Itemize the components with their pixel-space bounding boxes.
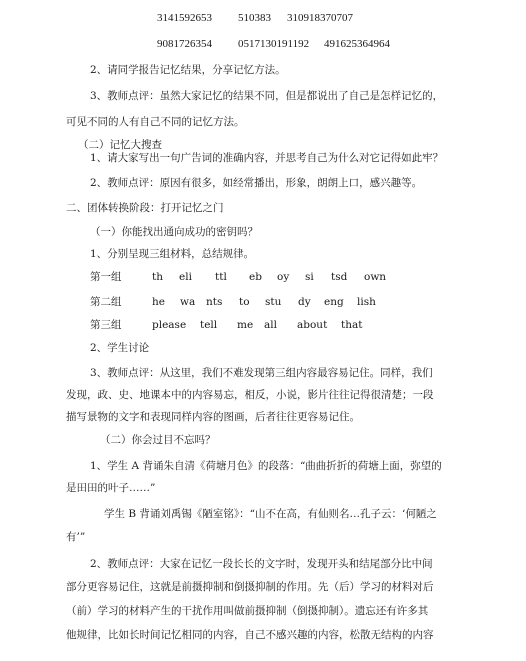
paragraph-teacher-comment-1b: 可见不同的人有自己不同的记忆方法。: [66, 116, 245, 128]
group-item: dy: [298, 296, 311, 308]
group-label: 第一组: [90, 271, 122, 283]
group-item: tell: [200, 319, 218, 331]
number-row-1: [0, 11, 520, 25]
group-item: eb: [249, 271, 262, 283]
group-item: eng: [324, 296, 344, 308]
paragraph-student-discussion: 2、学生讨论: [90, 342, 150, 354]
group-item: he: [152, 296, 165, 308]
group-item: own: [364, 271, 387, 283]
group-item: to: [239, 296, 250, 308]
paragraph-teacher-comment-3a: 3、教师点评：从这里，我们不难发现第三组内容最容易记住。同样，我们: [90, 367, 433, 379]
group-item: please: [152, 319, 187, 331]
heading-never-forget: （二）你会过目不忘吗？: [100, 434, 216, 446]
paragraph-teacher-comment-4c: （前）学习的材料产生的干扰作用叫做前摄抑制（倒摄抑制）。遗忘还有许多其: [66, 605, 429, 617]
heading-memory-search: （二）记忆大搜查: [78, 139, 162, 151]
paragraph-teacher-comment-4d: 他规律，比如长时间记忆相同的内容，自己不感兴趣的内容，松散无结构的内容: [66, 629, 434, 641]
number-2-1: 9081726354: [157, 38, 212, 50]
paragraph-teacher-comment-4a: 2、教师点评：大家在记忆一段长长的文字时，发现开头和结尾部分比中间: [90, 558, 433, 570]
group-item: ttl: [215, 271, 227, 283]
paragraph-teacher-comment-3c: 描写景物的文字和表现同样内容的图画，后者往往更容易记住。: [66, 411, 360, 423]
number-2-2: 0517130191192: [238, 38, 310, 50]
group-label: 第三组: [90, 319, 122, 331]
number-1-3: 310918370707: [287, 12, 353, 24]
paragraph-student-a-1: 1、学生 A 背诵朱自清《荷塘月色》的段落：“曲曲折折的荷塘上面，弥望的: [90, 460, 442, 472]
group-item: eli: [179, 271, 192, 283]
group-item: all: [264, 319, 277, 331]
group-item: me: [237, 319, 254, 331]
paragraph-ad-slogan: 1、请大家写出一句广告词的准确内容，并思考自己为什么对它记得如此牢？: [90, 152, 444, 164]
group-item: oy: [277, 271, 290, 283]
paragraph-teacher-comment-3b: 发现，政、史、地课本中的内容易忘，相反，小说，影片往往记得很清楚；一段: [66, 389, 434, 401]
number-1-2: 510383: [238, 12, 271, 24]
group-item: about: [297, 319, 328, 331]
paragraph-three-groups: 1、分别呈现三组材料，总结规律。: [90, 248, 255, 260]
group-item: that: [341, 319, 363, 331]
group-item: lish: [357, 296, 376, 308]
group-row-3: [0, 318, 520, 332]
paragraph-teacher-comment-1a: 3、教师点评：虽然大家记忆的结果不同，但是都说出了自己是怎样记忆的，: [90, 90, 444, 102]
group-row-1: [0, 270, 520, 284]
group-item: stu: [265, 296, 282, 308]
number-1-1: 3141592653: [157, 12, 212, 24]
group-item: th: [152, 271, 163, 283]
group-item: nts: [206, 296, 223, 308]
paragraph-student-b-2: 有’”: [66, 531, 86, 543]
paragraph-student-b-1: 学生 B 背诵刘禹锡《陋室铭》：“山不在高，有仙则名…孔子云：‘何陋之: [104, 508, 437, 520]
group-row-2: [0, 295, 520, 309]
group-item: si: [305, 271, 314, 283]
group-label: 第二组: [90, 296, 122, 308]
heading-group-stage: 二、团体转换阶段：打开记忆之门: [66, 202, 224, 214]
number-row-2: [0, 37, 520, 51]
group-item: wa: [180, 296, 196, 308]
paragraph-teacher-comment-4b: 部分更容易记住，这就是前摄抑制和倒摄抑制的作用。先（后）学习的材料对后: [66, 581, 434, 593]
group-item: tsd: [331, 271, 348, 283]
paragraph-student-a-2: 是田田的叶子……”: [66, 482, 156, 494]
paragraph-teacher-comment-2: 2、教师点评：原因有很多，如经常播出，形象，朗朗上口，感兴趣等。: [90, 177, 423, 189]
number-2-3: 491625364964: [324, 38, 390, 50]
paragraph-report: 2、请同学报告记忆结果，分享记忆方法。: [90, 64, 286, 76]
heading-success-key: （一）你能找出通向成功的密钥吗？: [90, 226, 258, 238]
